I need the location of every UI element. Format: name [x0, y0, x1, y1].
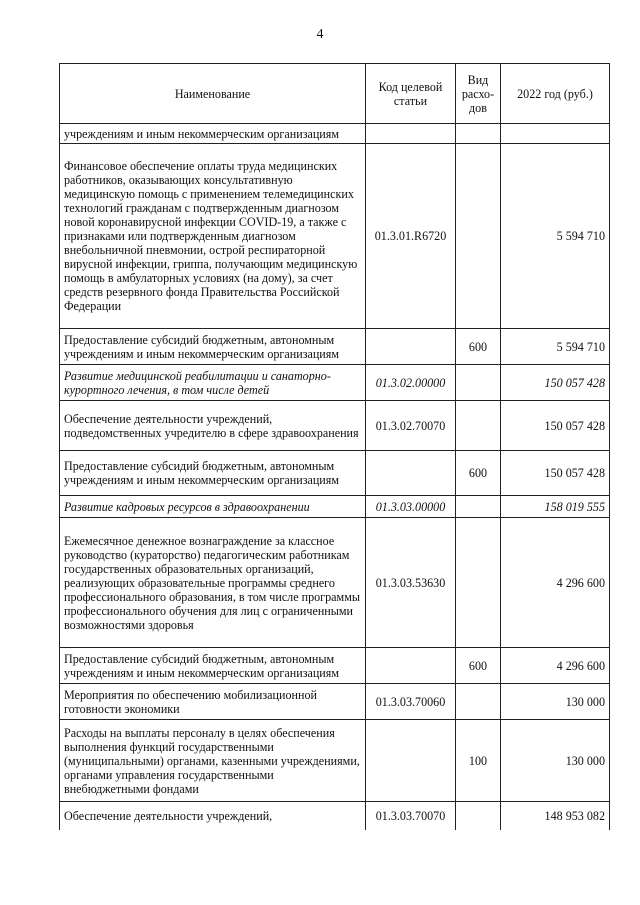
row-type	[456, 684, 501, 720]
row-amount: 150 057 428	[501, 365, 610, 401]
row-type	[456, 802, 501, 830]
table-row	[60, 124, 610, 144]
row-name: Обеспечение деятельности учреждений, подведомственных учредителю в сфере здравоохранения	[60, 401, 366, 451]
row-code	[366, 329, 456, 365]
table-row	[60, 144, 610, 329]
row-amount: 150 057 428	[501, 451, 610, 496]
row-type	[456, 518, 501, 648]
row-type	[456, 365, 501, 401]
budget-table	[59, 63, 610, 830]
row-name: Обеспечение деятельности учреждений,	[60, 802, 366, 830]
row-code	[366, 720, 456, 802]
row-name: учреждениям и иным некоммерческим организациям	[60, 124, 366, 144]
table-row	[60, 684, 610, 720]
row-code: 01.3.03.53630	[366, 518, 456, 648]
row-code	[366, 648, 456, 684]
row-amount: 130 000	[501, 720, 610, 802]
row-amount: 158 019 555	[501, 496, 610, 518]
row-amount: 4 296 600	[501, 518, 610, 648]
row-amount	[501, 124, 610, 144]
row-code: 01.3.01.R6720	[366, 144, 456, 329]
row-code: 01.3.02.70070	[366, 401, 456, 451]
row-type: 600	[456, 451, 501, 496]
row-type	[456, 124, 501, 144]
row-type: 100	[456, 720, 501, 802]
row-name: Развитие кадровых ресурсов в здравоохранении	[60, 496, 366, 518]
row-name: Развитие медицинской реабилитации и санаторно-курортного лечения, в том числе детей	[60, 365, 366, 401]
row-amount: 4 296 600	[501, 648, 610, 684]
header-expense-type: Вид расхо-дов	[456, 64, 501, 124]
page-number: 4	[316, 27, 324, 42]
row-code: 01.3.03.00000	[366, 496, 456, 518]
row-type: 600	[456, 648, 501, 684]
row-code: 01.3.03.70060	[366, 684, 456, 720]
row-type: 600	[456, 329, 501, 365]
row-name: Предоставление субсидий бюджетным, автономным учреждениям и иным некоммерческим организациям	[60, 329, 366, 365]
table-row	[60, 802, 610, 830]
row-type	[456, 401, 501, 451]
row-name: Предоставление субсидий бюджетным, автономным учреждениям и иным некоммерческим организациям	[60, 648, 366, 684]
table-row	[60, 401, 610, 451]
row-name: Ежемесячное денежное вознаграждение за классное руководство (кураторство) педагогическим работникам государственных образовательных организаций, реализующих образовательные программы среднего профессионального образования, в том числе программы профессионального обучения для лиц с ограниченными возможностями здоровья	[60, 518, 366, 648]
table-row	[60, 648, 610, 684]
header-code: Код целевой статьи	[366, 64, 456, 124]
row-amount: 150 057 428	[501, 401, 610, 451]
row-name: Финансовое обеспечение оплаты труда медицинских работников, оказывающих консультативную медицинскую помощь с применением телемедицинских технологий гражданам с подтвержденным диагнозом новой коронавирусной инфекции COVID-19, а также с признаками или подтвержденным диагнозом внебольничной пневмонии, острой респираторной вирусной инфекции, гриппа, получающим медицинскую помощь в амбулаторных условиях (на дому), за счет средств резервного фонда Правительства Российской Федерации	[60, 144, 366, 329]
row-name: Расходы на выплаты персоналу в целях обеспечения выполнения функций государственными (муниципальными) органами, казенными учреждениями, органами управления государственными внебюджетными фондами	[60, 720, 366, 802]
row-code: 01.3.02.00000	[366, 365, 456, 401]
table-header-row	[60, 64, 610, 124]
row-name: Мероприятия по обеспечению мобилизационной готовности экономики	[60, 684, 366, 720]
header-amount: 2022 год (руб.)	[501, 64, 610, 124]
table-row	[60, 496, 610, 518]
table-row	[60, 518, 610, 648]
row-code	[366, 451, 456, 496]
table-row	[60, 365, 610, 401]
row-type	[456, 144, 501, 329]
row-amount: 5 594 710	[501, 144, 610, 329]
row-code	[366, 124, 456, 144]
row-amount: 130 000	[501, 684, 610, 720]
row-name: Предоставление субсидий бюджетным, автономным учреждениям и иным некоммерческим организациям	[60, 451, 366, 496]
row-amount: 5 594 710	[501, 329, 610, 365]
table-row	[60, 451, 610, 496]
header-name: Наименование	[60, 64, 366, 124]
row-type	[456, 496, 501, 518]
row-amount: 148 953 082	[501, 802, 610, 830]
table-row	[60, 329, 610, 365]
table-row	[60, 720, 610, 802]
row-code: 01.3.03.70070	[366, 802, 456, 830]
